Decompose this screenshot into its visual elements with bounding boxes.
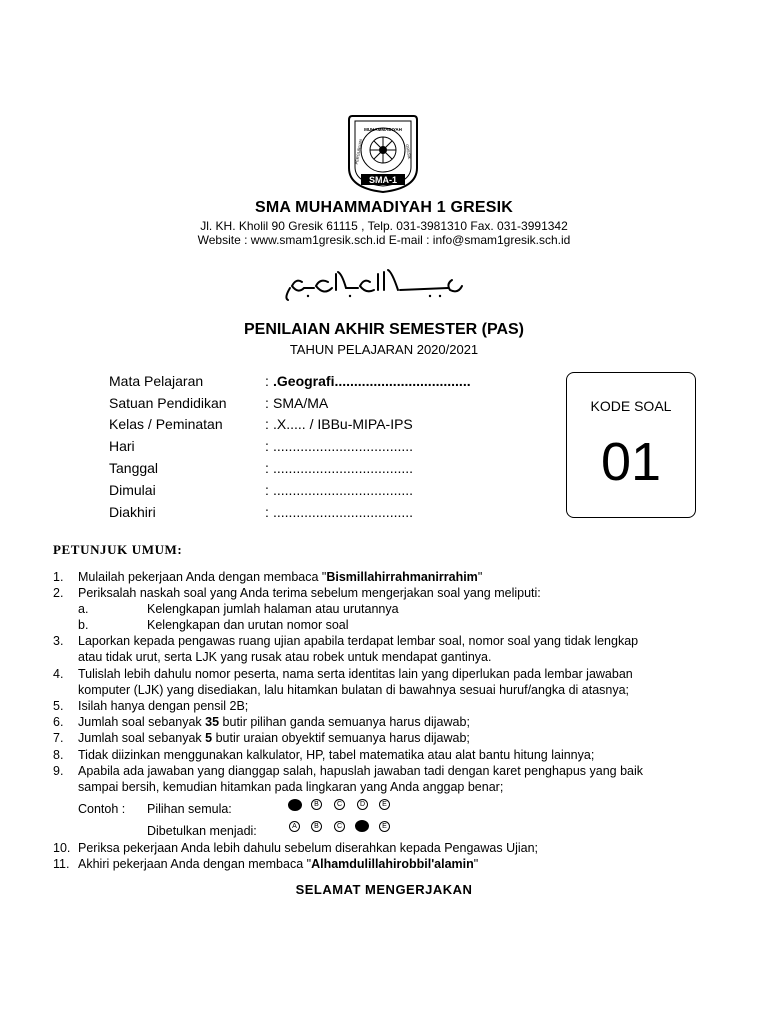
answer-bubble: C [334, 821, 345, 832]
item-number: 11. [53, 857, 70, 871]
field-colon: : [265, 482, 269, 498]
field-label-tanggal: Tanggal [109, 460, 159, 476]
item-number: 5. [53, 699, 64, 713]
field-label-mata-pelajaran: Mata Pelajaran [109, 373, 204, 389]
instruction-5: Isilah hanya dengan pensil 2B; [78, 699, 249, 713]
svg-text:PERGURUAN: PERGURUAN [353, 138, 364, 165]
instruction-1: Mulailah pekerjaan Anda dengan membaca "Bismillahirrahmanirrahim" [78, 570, 483, 584]
field-value-dimulai: .................................... [273, 482, 414, 498]
field-colon: : [265, 416, 269, 432]
school-name: SMA MUHAMMADIYAH 1 GRESIK [254, 199, 514, 216]
item-number: 2. [53, 586, 64, 600]
instruction-9-line2: sampai bersih, kemudian hitamkan pada lingkaran yang Anda anggap benar; [78, 780, 504, 794]
field-value-mata-pelajaran: .Geografi................................... [273, 373, 471, 389]
field-value-tanggal: .................................... [273, 460, 414, 476]
instruction-10: Periksa pekerjaan Anda lebih dahulu sebelum diserahkan kepada Pengawas Ujian; [78, 841, 539, 855]
field-label-dimulai: Dimulai [109, 482, 156, 498]
svg-text:GRESIK: GRESIK [404, 143, 413, 160]
item-number: 3. [53, 634, 64, 648]
field-colon: : [265, 460, 269, 476]
field-colon: : [265, 504, 269, 520]
field-value-diakhiri: .................................... [273, 504, 414, 520]
answer-bubble: E [379, 799, 390, 810]
exam-title: PENILAIAN AKHIR SEMESTER (PAS) [243, 321, 524, 338]
answer-bubble: D [357, 799, 368, 810]
field-value-hari: .................................... [273, 438, 414, 454]
instruction-3-line2: atau tidak urut, serta LJK yang rusak atau robek untuk mendapat gantinya. [78, 650, 492, 664]
instruction-6: Jumlah soal sebanyak 35 butir pilihan ganda semuanya harus dijawab; [78, 715, 470, 729]
answer-bubble: C [334, 799, 345, 810]
answer-bubble: E [379, 821, 390, 832]
instruction-9-line1: Apabila ada jawaban yang dianggap salah, hapuslah jawaban tadi dengan karet penghapus yang baik [78, 764, 644, 778]
kode-soal-number: 01 [600, 432, 662, 492]
field-value-satuan-pendidikan: SMA/MA [273, 395, 329, 411]
field-label-satuan-pendidikan: Satuan Pendidikan [109, 395, 227, 411]
item-number: 4. [53, 667, 64, 681]
field-label-kelas-peminatan: Kelas / Peminatan [109, 416, 223, 432]
sub-item-letter: b. [78, 618, 89, 632]
item-number: 6. [53, 715, 64, 729]
item-number: 10. [53, 841, 71, 855]
field-label-diakhiri: Diakhiri [109, 504, 156, 520]
instruction-7: Jumlah soal sebanyak 5 butir uraian obyektif semuanya harus dijawab; [78, 731, 470, 745]
sub-item-letter: a. [78, 602, 89, 616]
answer-bubble: B [311, 821, 322, 832]
field-colon: : [265, 373, 269, 389]
instruction-11: Akhiri pekerjaan Anda dengan membaca "Alhamdulillahirobbil'alamin" [78, 857, 479, 871]
instruction-3-line1: Laporkan kepada pengawas ruang ujian apabila terdapat lembar soal, nomor soal yang tidak lengkap [78, 634, 639, 648]
instruction-8: Tidak diizinkan menggunakan kalkulator, HP, tabel matematika atau alat bantu hitung lainnya; [78, 748, 595, 762]
basmalah-calligraphy-icon [280, 264, 468, 304]
corrected-choice-label: Dibetulkan menjadi: [147, 824, 257, 838]
instruction-4-line1: Tulislah lebih dahulu nomor peserta, nama serta identitas lain yang diperlukan pada lembar jawaban [78, 667, 633, 681]
school-seal-icon [346, 112, 420, 194]
field-colon: : [265, 438, 269, 454]
field-colon: : [265, 395, 269, 411]
svg-text:MUHAMMADIYAH: MUHAMMADIYAH [364, 127, 402, 132]
answer-bubble-filled [288, 799, 302, 811]
item-number: 7. [53, 731, 64, 745]
school-address: Jl. KH. Kholil 90 Gresik 61115 , Telp. 031-3981310 Fax. 031-3991342 [200, 219, 568, 233]
item-number: 1. [53, 570, 64, 584]
item-number: 8. [53, 748, 64, 762]
exam-year: TAHUN PELAJARAN 2020/2021 [289, 342, 479, 357]
answer-bubble-filled [355, 820, 369, 832]
item-number: 9. [53, 764, 64, 778]
school-contact: Website : www.smam1gresik.sch.id E-mail : info@smam1gresik.sch.id [197, 233, 571, 247]
field-label-hari: Hari [109, 438, 135, 454]
example-label: Contoh : [78, 802, 126, 816]
instructions-heading: PETUNJUK UMUM: [53, 542, 183, 557]
instruction-2b: Kelengkapan dan urutan nomor soal [147, 618, 349, 632]
answer-bubble: A [289, 821, 300, 832]
original-choice-label: Pilihan semula: [147, 802, 232, 816]
instruction-2: Periksalah naskah soal yang Anda terima sebelum mengerjakan soal yang meliputi: [78, 586, 541, 600]
kode-soal-box [566, 372, 696, 518]
svg-text:SMA-1: SMA-1 [368, 175, 398, 185]
kode-soal-label: KODE SOAL [590, 398, 672, 414]
instruction-4-line2: komputer (LJK) yang disediakan, lalu hitamkan bulatan di bawahnya sesuai huruf/angka di atasnya; [78, 683, 630, 697]
answer-bubble: B [311, 799, 322, 810]
instruction-2a: Kelengkapan jumlah halaman atau urutannya [147, 602, 399, 616]
closing-message: SELAMAT MENGERJAKAN [295, 882, 473, 897]
field-value-kelas-peminatan: .X..... / IBBu-MIPA-IPS [273, 416, 413, 432]
